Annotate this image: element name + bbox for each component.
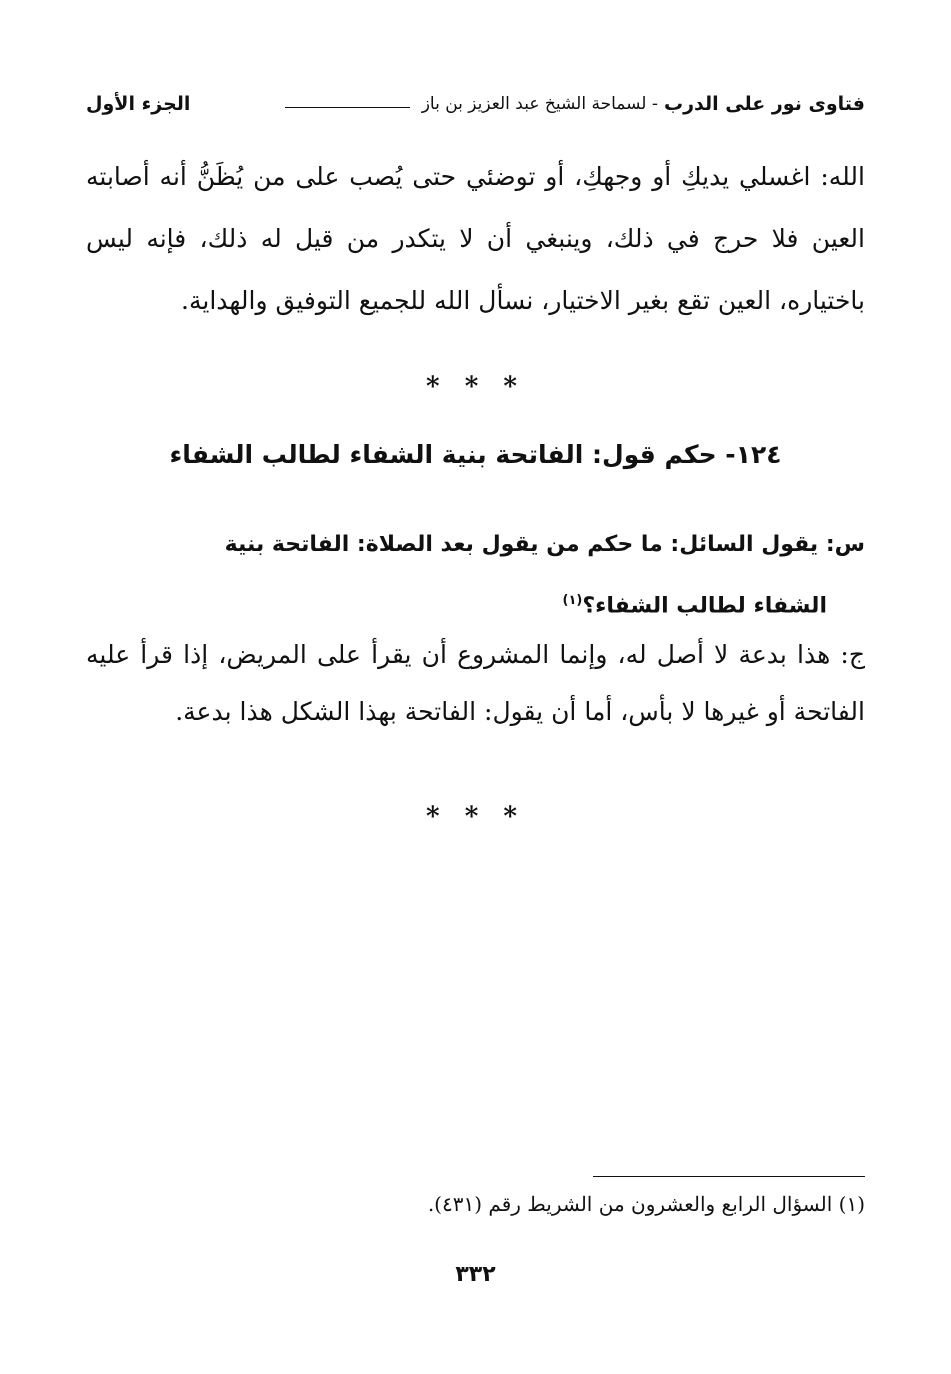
fatwa-title: ١٢٤- حكم قول: الفاتحة بنية الشفاء لطالب الشفاء (169, 440, 782, 469)
page-number: ٣٣٢ (455, 1262, 496, 1287)
question-paragraph (110, 517, 865, 634)
running-header (86, 84, 865, 124)
footnote-reference: (١) (562, 593, 583, 608)
question-line-2-text: الشفاء لطالب الشفاء؟ (582, 593, 827, 619)
section-separator-end: * * * (426, 802, 525, 832)
book-title: فتاوى نور على الدرب (664, 93, 865, 115)
section-separator: * * * (426, 372, 525, 402)
volume-label: الجزء الأول (86, 93, 191, 115)
footnote-rule (593, 1176, 865, 1177)
question-line-1: س: يقول السائل: ما حكم من يقول بعد الصلاة: الفاتحة بنية (224, 532, 865, 557)
author-subtitle: - لسماحة الشيخ عبد العزيز بن باز (421, 94, 658, 114)
answer-paragraph: ج: هذا بدعة لا أصل له، وإنما المشروع أن يقرأ على المريض، إذا قرأ عليه الفاتحة أو غيرها لا بأس، أما أن يقول: الفاتحة بهذا الشكل هذا بدعة. (86, 640, 865, 726)
continued-paragraph: الله: اغسلي يديكِ أو وجهكِ، أو توضئي حتى يُصب على من يُظَنُّ أنه أصابته العين فلا حرج في ذلك، وينبغي أن لا يتكدر من قيل له ذلك، فإنه ليس باختياره، العين تقع بغير الاختيار، نسأل الله للجميع التوفيق والهداية. (86, 162, 865, 315)
footnote-text: (١) السؤال الرابع والعشرون من الشريط رقم (٤٣١). (427, 1192, 865, 1216)
header-title-group (279, 93, 865, 115)
header-rule (285, 107, 410, 108)
